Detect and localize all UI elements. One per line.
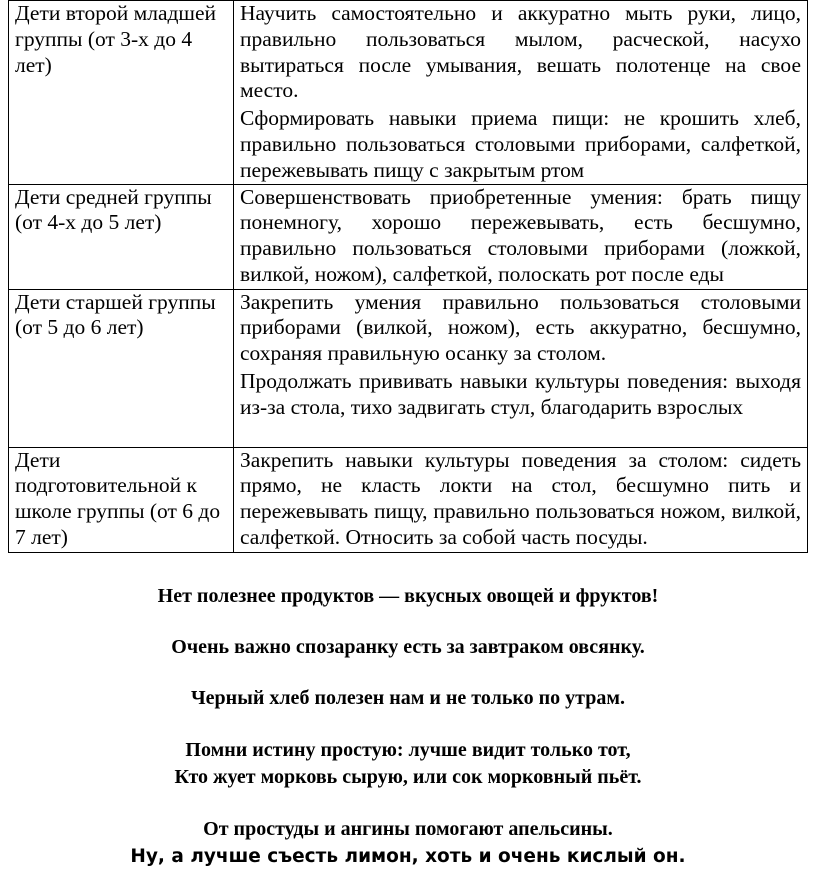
age-group-cell: Дети подготовительной к школе группы (от 6 до 7 лет) [9,447,234,552]
age-group-cell: Дети второй младшей группы (от 3-х до 4 лет) [9,1,234,185]
age-group-goals-table [8,0,808,553]
saying-line: От простуды и ангины помогают апельсины. [203,818,613,840]
goals-paragraph: Научить самостоятельно и аккуратно мыть руки, лицо, правильно пользоваться мылом, расческой, насухо вытираться после умывания, вешать полотенце на свое место. [240,1,801,103]
goals-cell [234,184,808,289]
table-row [9,447,808,552]
saying-line: Нет полезнее продуктов — вкусных овощей и фруктов! [157,585,659,607]
age-group-cell: Дети старшей группы (от 5 до 6 лет) [9,289,234,447]
saying-line: Черный хлеб полезен нам и не только по утрам. [191,687,625,709]
goals-cell [234,1,808,185]
goals-paragraph: Сформировать навыки приема пищи: не крошить хлеб, правильно пользоваться столовыми приборами, салфеткой, пережевывать пищу с закрытым ртом [240,106,801,182]
goals-paragraph: Совершенствовать приобретенные умения: брать пищу понемногу, хорошо пережевывать, есть бесшумно, правильно пользоваться столовыми приборами (ложкой, вилкой, ножом), салфеткой, полоскать рот после еды [240,184,801,286]
saying-line: Помни истину простую: лучше видит только тот, [185,739,631,761]
goals-paragraph: Закрепить навыки культуры поведения за столом: сидеть прямо, не класть локти на стол, бесшумно пить и пережевывать пищу, правильно пользоваться ножом, вилкой, салфеткой. Относить за собой часть посуды. [240,447,801,549]
goals-cell [234,447,808,552]
table-row [9,184,808,289]
table-row [9,1,808,185]
saying-line: Ну, а лучше съесть лимон, хоть и очень кислый он. [130,846,686,867]
saying-line: Очень важно спозаранку есть за завтраком овсянку. [171,636,645,658]
age-group-cell: Дети средней группы (от 4-х до 5 лет) [9,184,234,289]
table-row [9,289,808,447]
goals-paragraph: Продолжать прививать навыки культуры поведения: выходя из-за стола, тихо задвигать стул, благодарить взрослых [240,368,801,419]
goals-cell [234,289,808,447]
saying-line: Кто жует морковь сырую, или сок морковный пьёт. [174,766,642,788]
goals-paragraph: Закрепить умения правильно пользоваться столовыми приборами (вилкой, ножом), есть аккуратно, бесшумно, сохраняя правильную осанку за столом. [240,289,801,366]
